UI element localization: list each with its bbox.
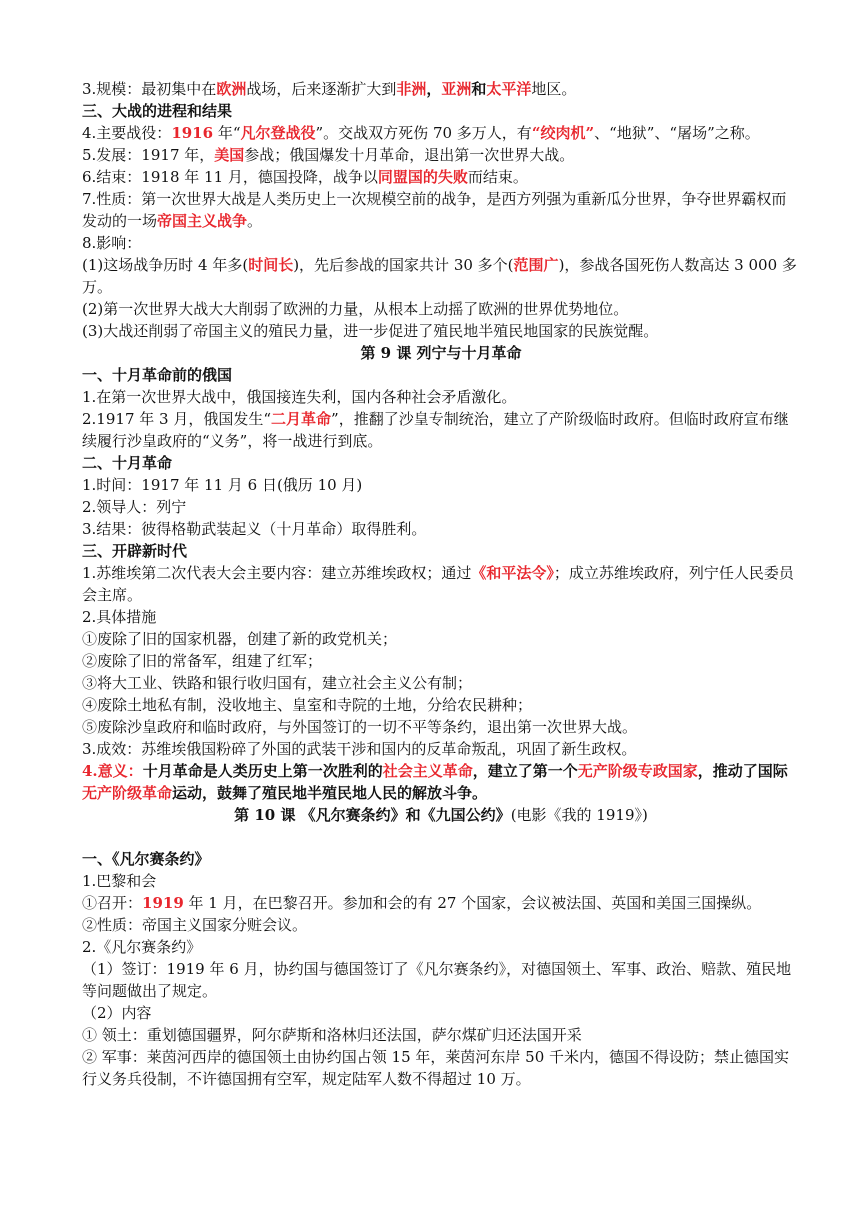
text-run: 2.领导人：列宁 [82,498,187,516]
highlight-term: 亚洲 [441,80,472,98]
highlight-term: 范围广 [513,256,559,274]
highlight-term: 无产阶级专政国家 [577,762,698,780]
text-run: 、“地狱”、“屠场”之称。 [594,124,760,142]
text-run: ， [426,80,442,98]
text-line [82,320,800,342]
text-run: 1.在第一次世界大战中，俄国接连失利，国内各种社会矛盾激化。 [82,388,517,406]
text-run: ⑤废除沙皇政府和临时政府，与外国签订的一切不平等条约，退出第一次世界大战。 [82,718,638,736]
text-run: 7.性质：第一次世界大战是人类历史上一次规模空前的战争，是西方列强为重新瓜分世界，争夺世界霸权而发动的一场 [82,190,787,230]
text-line [82,958,800,1002]
highlight-term: 太平洋 [486,80,532,98]
highlight-term: 非洲 [396,80,427,98]
text-line [82,562,800,606]
text-line [82,298,800,320]
text-run: ；成立苏维埃政府，列宁任人民委员会主席。 [82,564,794,604]
text-line [82,518,800,540]
text-run: 2.具体措施 [82,608,157,626]
text-line [82,232,800,254]
text-run: )，参战各国死伤人数高达 3 000 多万。 [82,256,797,296]
text-line [82,1024,800,1046]
highlight-term: 《和平法令》 [471,564,554,582]
highlight-term: 意义： [97,762,143,780]
text-run: 参战；俄国爆发十月革命，退出第一次世界大战。 [244,146,575,164]
text-run: 年 1 月，在巴黎召开。参加和会的有 27 个国家，会议被法国、英国和美国三国操纵。 [183,894,762,912]
text-run: (3)大战还削弱了帝国主义的殖民力量，进一步促进了殖民地半殖民地国家的民族觉醒。 [82,322,659,340]
text-run: 战场，后来逐渐扩大到 [246,80,397,98]
text-run: （2）内容 [82,1004,152,1022]
text-run: 一、十月革命前的俄国 [82,366,233,384]
text-line [82,914,800,936]
text-run: 而结束。 [467,168,528,186]
text-run: ①废除了旧的国家机器，创建了新的政党机关； [82,630,398,648]
text-line [82,892,800,914]
text-run: 三、开辟新时代 [82,542,188,560]
text-run: 第 9 课 列宁与十月革命 [360,344,522,362]
text-run: ③将大工业、铁路和银行收归国有，建立社会主义公有制； [82,674,473,692]
text-run: 1.苏维埃第二次代表大会主要内容：建立苏维埃政权；通过 [82,564,472,582]
lesson-title [82,804,800,826]
text-run: 。 [247,212,263,230]
text-run: 3.规模：最初集中在 [82,80,217,98]
highlight-term: 1919 [142,894,184,912]
text-run: ②性质：帝国主义国家分赃会议。 [82,916,308,934]
highlight-term: 美国 [214,146,245,164]
text-line [82,122,800,144]
text-line [82,606,800,628]
section-heading [82,452,800,474]
text-run: ”。交战双方死伤 70 多万人，有 [315,124,532,142]
text-run: 第 10 课 《凡尔赛条约》和《九国公约》 [234,806,511,824]
text-run: (2)第一次世界大战大大削弱了欧洲的力量，从根本上动摇了欧洲的世界优势地位。 [82,300,629,318]
text-run: 1.时间：1917 年 11 月 6 日(俄历 10 月) [82,476,363,494]
highlight-term: 欧洲 [216,80,247,98]
highlight-term: 时间长 [248,256,294,274]
text-run: 8.影响： [82,234,142,252]
section-heading [82,100,800,122]
text-line [82,474,800,496]
text-line [82,870,800,892]
text-run: 1.巴黎和会 [82,872,157,890]
highlight-term: 同盟国的失败 [377,168,468,186]
text-run: 和 [471,80,487,98]
text-run: ② 军事：莱茵河西岸的德国领土由协约国占领 15 年，莱茵河东岸 50 千米内，德国不得设防；禁止德国实行义务兵役制，不许德国拥有空军，规定陆军人数不得超过 10 万。 [82,1048,790,1088]
text-line [82,408,800,452]
text-line [82,254,800,298]
text-run: ，建立了第一个 [472,762,578,780]
text-line [82,936,800,958]
text-run: 2.1917 年 3 月，俄国发生“ [82,410,272,428]
highlight-term: 1916 [171,124,214,142]
text-line [82,738,800,760]
text-run: ”，推翻了沙皇专制统治，建立了产阶级临时政府。但临时政府宣布继续履行沙皇政府的“义务”，将一战进行到底。 [82,410,789,450]
text-run: (电影《我的 1919》) [510,806,648,824]
highlight-term: 帝国主义战争 [157,212,248,230]
highlight-term: 社会主义革命 [382,762,473,780]
text-run: 6.结束：1918 年 11 月，德国投降，战争以 [82,168,378,186]
text-line [82,188,800,232]
text-line [82,760,800,804]
text-run: 4.主要战役： [82,124,172,142]
text-run: 一、《凡尔赛条约》 [82,850,210,868]
text-run: ④废除土地私有制，没收地主、皇室和寺院的土地，分给农民耕种； [82,696,533,714]
text-run: 运动，鼓舞了殖民地半殖民地人民的解放斗争。 [172,784,488,802]
section-heading [82,540,800,562]
text-run: （1）签订：1919 年 6 月，协约国与德国签订了《凡尔赛条约》，对德国领土、军事、政治、赔款、殖民地等问题做出了规定。 [82,960,792,1000]
text-line [82,650,800,672]
section-heading [82,848,800,870]
document-body [82,78,800,1090]
text-run: ①召开： [82,894,143,912]
section-heading [82,364,800,386]
text-run: )，先后参战的国家共计 30 多个( [293,256,514,274]
text-run: (1)这场战争历时 4 年多( [82,256,249,274]
text-line [82,496,800,518]
text-run: 3.结果：彼得格勒武装起义（十月革命）取得胜利。 [82,520,427,538]
text-run: 年“ [213,124,241,142]
text-line [82,1002,800,1024]
text-line [82,386,800,408]
text-run: 二、十月革命 [82,454,173,472]
lesson-title [82,342,800,364]
text-line [82,78,800,100]
highlight-term: 无产阶级革命 [82,784,173,802]
text-run: 十月革命是人类历史上第一次胜利的 [142,762,383,780]
text-run: ① 领土：重划德国疆界，阿尔萨斯和洛林归还法国，萨尔煤矿归还法国开采 [82,1026,582,1044]
highlight-term: “绞肉机” [531,124,595,142]
highlight-term: 二月革命 [271,410,332,428]
text-line [82,672,800,694]
text-run: 3.成效：苏维埃俄国粉碎了外国的武装干涉和国内的反革命叛乱，巩固了新生政权。 [82,740,637,758]
text-line [82,144,800,166]
highlight-term: 凡尔登战役 [240,124,316,142]
text-line [82,628,800,650]
text-line [82,166,800,188]
text-run: 2.《凡尔赛条约》 [82,938,202,956]
highlight-term: 4. [82,762,98,780]
text-line [82,716,800,738]
text-line [82,1046,800,1090]
text-run: ②废除了旧的常备军，组建了红军； [82,652,323,670]
text-run: 三、大战的进程和结果 [82,102,233,120]
text-run: 地区。 [531,80,577,98]
text-run: 5.发展：1917 年， [82,146,215,164]
text-line [82,694,800,716]
text-run: ，推动了国际 [697,762,788,780]
blank-line [82,826,800,848]
